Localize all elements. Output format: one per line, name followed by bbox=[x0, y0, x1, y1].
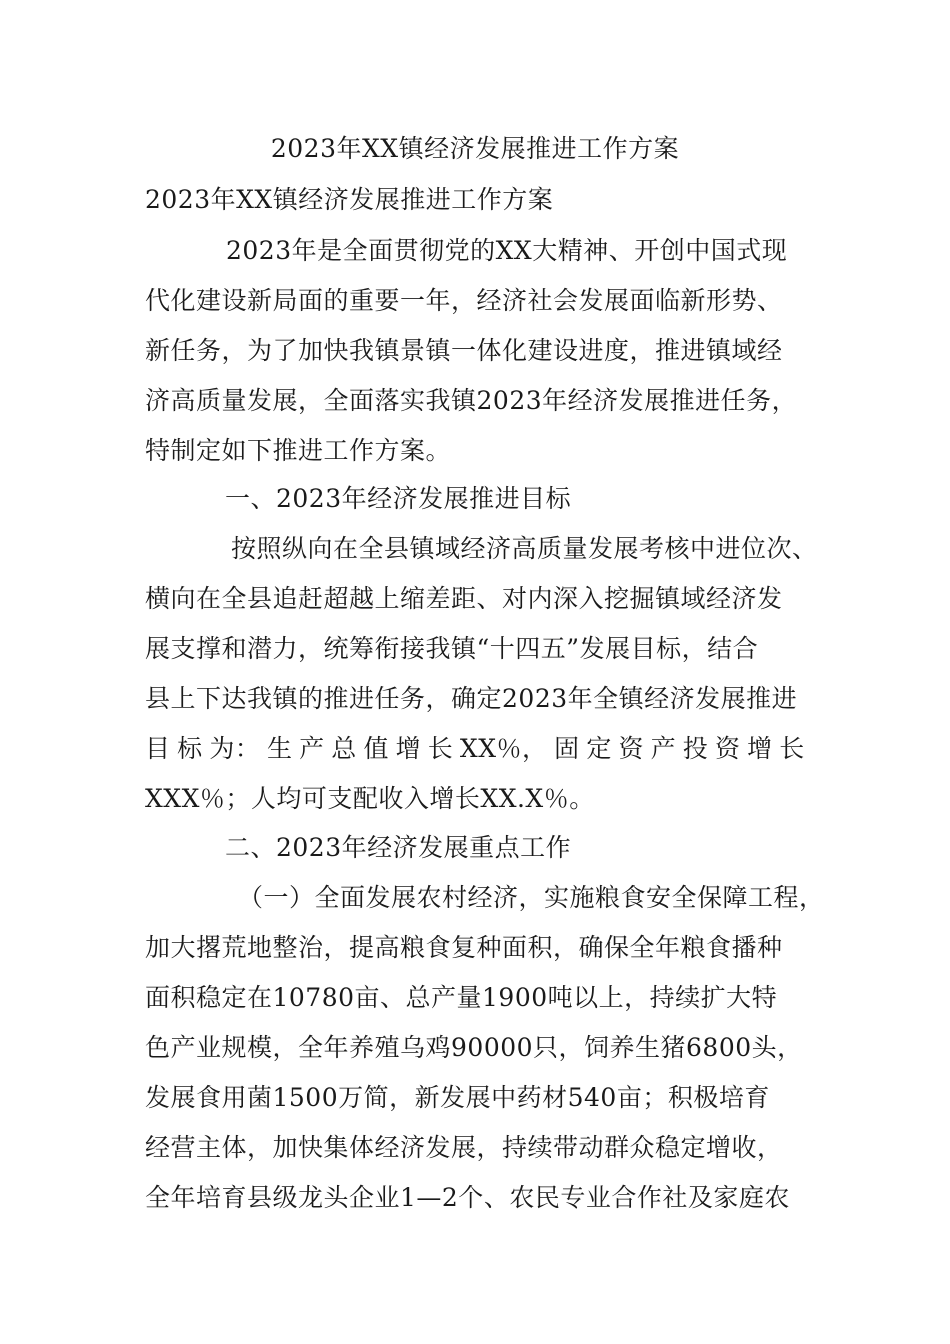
intro-line: 2023年是全面贯彻党的XX大精神、开创中国式现 bbox=[226, 236, 788, 265]
justified-word: 增 bbox=[747, 734, 773, 763]
key-work-line: 经营主体，加快集体经济发展，持续带动群众稳定增收， bbox=[145, 1133, 783, 1162]
section-heading-key-work: 二、2023年经济发展重点工作 bbox=[225, 833, 572, 862]
justified-word: 目 bbox=[145, 734, 171, 763]
key-work-line: 全年培育县级龙头企业1—2个、农民专业合作社及家庭农 bbox=[145, 1183, 790, 1212]
key-work-line: 面积稳定在10780亩、总产量1900吨以上，持续扩大特 bbox=[145, 983, 778, 1012]
justified-word: 总 bbox=[331, 734, 357, 763]
justified-word: 长 bbox=[779, 734, 805, 763]
justified-word: 产 bbox=[299, 734, 325, 763]
goals-line: 展支撑和潜力，统筹衔接我镇“十四五”发展目标，结合 bbox=[145, 634, 759, 663]
justified-word: 产 bbox=[650, 734, 677, 763]
key-work-line: （一）全面发展农村经济，实施粮食安全保障工程， bbox=[238, 883, 825, 912]
goals-line: 按照纵向在全县镇域经济高质量发展考核中进位次、 bbox=[231, 534, 818, 563]
key-work-line: 发展食用菌1500万简，新发展中药材540亩；积极培育 bbox=[145, 1083, 770, 1112]
justified-word: XX％， bbox=[459, 734, 548, 763]
justified-word: 定 bbox=[586, 734, 612, 763]
justified-word: 资 bbox=[618, 734, 644, 763]
intro-line: 新任务，为了加快我镇景镇一体化建设进度，推进镇域经 bbox=[145, 336, 783, 365]
section-heading-goals: 一、2023年经济发展推进目标 bbox=[225, 484, 572, 513]
document-subtitle: 2023年XX镇经济发展推进工作方案 bbox=[145, 185, 554, 214]
goals-justified-line bbox=[145, 734, 805, 764]
document-title: 2023年XX镇经济发展推进工作方案 bbox=[270, 134, 680, 163]
goals-line: 县上下达我镇的推进任务，确定2023年全镇经济发展推进 bbox=[145, 684, 798, 713]
goals-line: 横向在全县追赶超越上缩差距、对内深入挖掘镇域经济发 bbox=[145, 584, 783, 613]
justified-word: 资 bbox=[714, 734, 741, 763]
justified-word: 为： bbox=[209, 734, 261, 763]
key-work-line: 加大撂荒地整治，提高粮食复种面积，确保全年粮食播种 bbox=[145, 933, 783, 962]
justified-word: 值 bbox=[363, 734, 389, 763]
intro-line: 代化建设新局面的重要一年，经济社会发展面临新形势、 bbox=[145, 286, 783, 315]
justified-word: 投 bbox=[682, 734, 709, 763]
justified-word: 固 bbox=[554, 734, 580, 763]
justified-word: 增 bbox=[395, 734, 422, 763]
key-work-line: 色产业规模，全年养殖乌鸡90000只，饲养生猪6800头， bbox=[145, 1033, 803, 1062]
intro-line: 济高质量发展，全面落实我镇2023年经济发展推进任务， bbox=[145, 386, 798, 415]
goals-line: XXX％；人均可支配收入增长XX.X％。 bbox=[145, 784, 595, 813]
justified-word: 长 bbox=[427, 734, 454, 763]
justified-word: 生 bbox=[266, 734, 293, 763]
justified-word: 标 bbox=[177, 734, 203, 763]
intro-line: 特制定如下推进工作方案。 bbox=[145, 436, 452, 465]
